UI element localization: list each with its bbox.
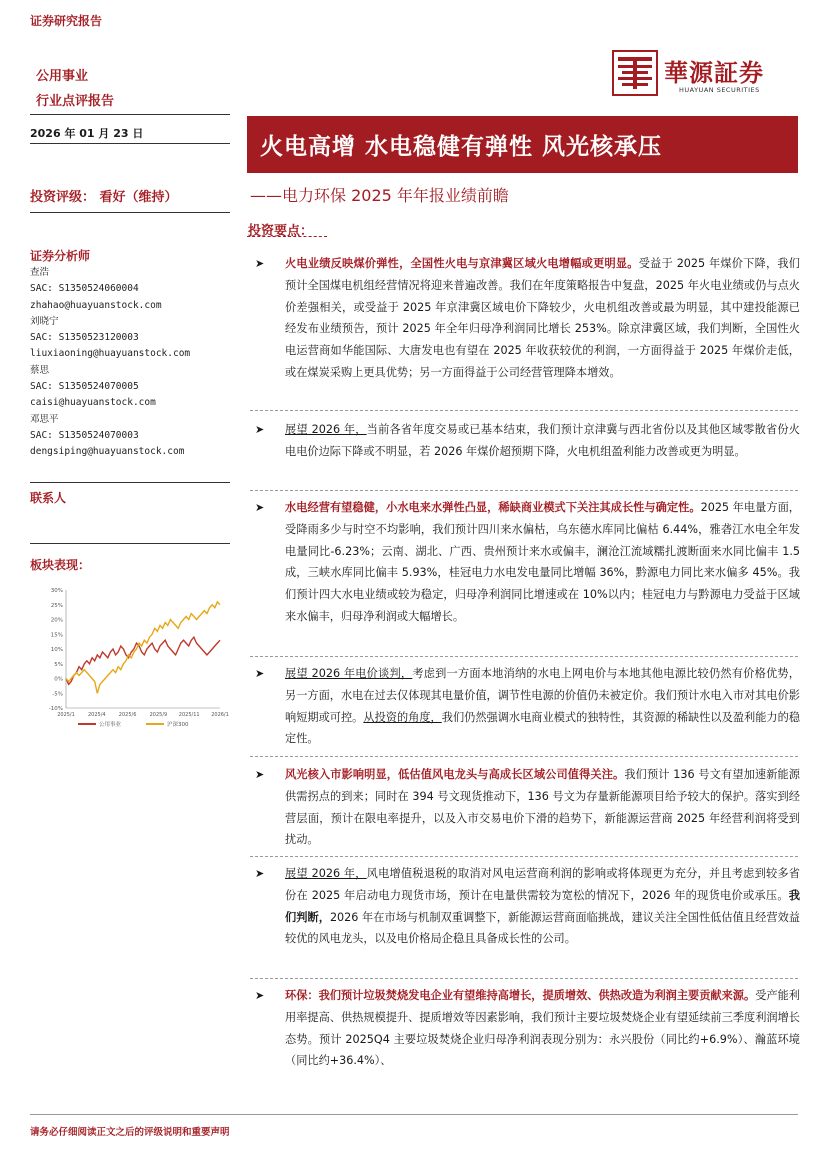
legend-label: 沪深300	[167, 722, 189, 728]
divider	[30, 114, 230, 115]
paragraph-body: 当前各省年度交易或已基本结束，我们预计京津冀与西北省份以及其他区域零散省份火电电价边际下降或不明显，若 2026 年煤价超预期下降，火电机组盈利能力改善或更为明显。	[285, 423, 800, 458]
paragraph-body: 2025 年电量方面，受降雨多少与时空不均影响，我们预计四川来水偏枯，乌东德水库同比偏枯 6.44%，雅砻江水电全年发电量同比-6.23%；云南、湖北、广西、贵州预计来水或偏丰，澜沧江流域糯扎渡断面来水同比偏丰 1.5 成，三峡水库同比偏丰 5.93%，桂冠电力水电发电量同比增幅 36%，黔源电力同比来水偏多 45%。我们预计四大水电业绩或较为稳定，归母净利润同比增速或在 10%以内；桂冠电力与黔源电力受益于区域来水偏丰，归母净利润或大幅增长。	[285, 501, 800, 623]
paragraph-thermal	[255, 253, 800, 384]
contacts-heading: 联系人	[30, 491, 67, 505]
huayuan-logo-icon	[612, 50, 658, 96]
x-tick-label: 2025/11	[178, 712, 200, 718]
divider	[250, 978, 798, 979]
series-line-1	[66, 602, 220, 694]
analysts-heading: 证券分析师	[30, 249, 91, 263]
analyst-line: 蔡思	[30, 364, 50, 376]
report-date: 2026 年 01 月 23 日	[30, 127, 144, 140]
investment-rating: 投资评级： 看好（维持）	[30, 190, 178, 205]
logo-chinese-name: 華源証券	[664, 58, 764, 87]
analyst-line: SAC: S1350524060004	[30, 283, 139, 295]
divider	[30, 482, 230, 483]
paragraph-lead: 火电业绩反映煤价弹性，全国性火电与京津冀区域火电增幅或更明显。	[285, 257, 639, 270]
y-tick-label: -5%	[52, 691, 63, 698]
y-tick-label: 30%	[50, 588, 63, 594]
y-tick-label: 0%	[54, 676, 63, 683]
report-type-label: 行业点评报告	[36, 94, 115, 109]
paragraph-lead: 环保：我们预计垃圾焚烧发电企业有望维持高增长，提质增效、供热改造为利润主要贡献来源。	[285, 989, 756, 1002]
paragraph-lead: 风光核入市影响明显，低估值风电龙头与高成长区域公司值得关注。	[285, 768, 625, 781]
paragraph-emphasis: 我们判断，	[285, 888, 800, 924]
bullet-arrow-icon: ➤	[255, 667, 265, 680]
y-tick-label: 5%	[54, 661, 63, 668]
divider	[250, 756, 798, 757]
key-points-heading: 投资要点：	[248, 224, 314, 239]
analysts-list	[30, 265, 190, 461]
sector-performance-chart	[38, 580, 229, 730]
y-tick-label: 10%	[50, 647, 63, 653]
report-category-label: 证券研究报告	[30, 14, 103, 28]
divider	[30, 543, 230, 544]
logo-english-name: HUAYUAN SECURITIES	[679, 86, 760, 94]
divider	[250, 410, 798, 411]
footer-divider	[30, 1114, 798, 1115]
paragraph-environmental	[255, 985, 800, 1072]
paragraph-lead: 展望 2026 年，	[285, 867, 367, 880]
analyst-line: 刘晓宁	[30, 315, 59, 327]
analyst-line: SAC: S1350523120003	[30, 332, 139, 344]
y-tick-label: -10%	[48, 706, 63, 712]
paragraph-thermal-outlook	[255, 419, 800, 463]
x-tick-label: 2025/6	[118, 712, 137, 718]
chart-heading: 板块表现：	[30, 558, 91, 572]
y-tick-label: 20%	[50, 617, 63, 624]
legend-label: 公用事业	[99, 722, 122, 728]
sector-label: 公用事业	[36, 69, 89, 84]
paragraph-body: 考虑到一方面本地消纳的水电上网电价与本地其他电源比较仍然有价格优势，另一方面，水电在过去仅体现其电量价值，调节性电源的价值仍未被定价。我们预计水电入市对其电价影响短期或可控。	[285, 667, 800, 724]
bullet-arrow-icon: ➤	[255, 257, 265, 270]
analyst-line: SAC: S1350524070005	[30, 381, 139, 393]
paragraph-lead: 展望 2026 年，	[285, 423, 367, 436]
analyst-line[interactable]: dengsiping@huayuanstock.com	[30, 446, 185, 458]
y-tick-label: 15%	[50, 632, 63, 639]
analyst-line[interactable]: liuxiaoning@huayuanstock.com	[30, 348, 191, 360]
divider	[250, 656, 798, 657]
x-tick-label: 2025/1	[57, 712, 75, 718]
divider	[247, 236, 327, 237]
x-tick-label: 2025/9	[149, 712, 168, 718]
paragraph-body: 受益于 2025 年煤价下降，我们预计全国煤电机组经营情况将迎来普遍改善。我们在年度策略报告中复盘，2025 年火电业绩或仍与点火价差强相关，或受益于 2025 年京津冀区域电价下降较少，火电机组改善或最为明显，其中建投能源已经发布业绩预告，预计 2025 年全年归母净利润同比增长 253%。除京津冀区域，我们判断，全国性火电运营商如华能国际、大唐发电也有望在 2025 年收获较优的利润，一方面得益于 2025 年煤价走低，或在煤炭采购上更具优势；另一方面得益于公司经营管理降本增效。	[285, 257, 800, 379]
paragraph-hydro	[255, 497, 800, 628]
divider	[250, 490, 798, 491]
paragraph-lead: 展望 2026 年电价谈判，	[285, 667, 413, 680]
analyst-line: SAC: S1350524070003	[30, 429, 139, 441]
y-tick-label: 25%	[50, 602, 63, 609]
paragraph-emphasis: 从投资的角度，	[363, 710, 442, 724]
paragraph-renewables	[255, 764, 800, 851]
paragraph-body: 我们仍然强调水电商业模式的独特性，其资源的稀缺性以及盈利能力的稳定性。	[285, 710, 800, 746]
bullet-arrow-icon: ➤	[255, 423, 265, 436]
divider	[250, 856, 798, 857]
paragraph-body: 我们预计 136 号文有望加速新能源供需拐点的到来；同时在 394 号文现货推动下，136 号文为存量新能源项目给予较大的保护。落实到经营层面，预计在限电率提升，以及入市交易电价下滑的趋势下，新能源运营商 2025 年经营利润将受到扰动。	[285, 768, 800, 847]
paragraph-renewables-outlook	[255, 863, 800, 950]
divider	[30, 143, 230, 144]
paragraph-body: 2026 年在市场与机制双重调整下，新能源运营商面临挑战，建议关注全国性低估值且经营效益较优的风电龙头，以及电价格局企稳且具备成长性的公司。	[285, 910, 800, 946]
paragraph-hydro-outlook	[255, 663, 800, 750]
bullet-arrow-icon: ➤	[255, 867, 265, 880]
analyst-line[interactable]: caisi@huayuanstock.com	[30, 397, 156, 409]
paragraph-body: 受产能利用率提高、供热规模提升、提质增效等因素影响，我们预计主要垃圾焚烧企业有望延续前三季度利润增长态势。预计 2025Q4 主要垃圾焚烧企业归母净利润表现分别为：永兴股份（同比约+6.9%）、瀚蓝环境（同比约+36.4%）、	[285, 989, 800, 1068]
bullet-arrow-icon: ➤	[255, 768, 265, 781]
analyst-line[interactable]: zhahao@huayuanstock.com	[30, 299, 162, 311]
disclaimer-footer: 请务必仔细阅读正文之后的评级说明和重要声明	[30, 1127, 230, 1138]
analyst-line: 邓思平	[30, 413, 59, 425]
x-tick-label: 2025/4	[88, 712, 106, 718]
x-tick-label: 2026/1	[211, 712, 229, 718]
paragraph-body: 风电增值税退税的取消对风电运营商利润的影响或将体现更为充分，并且考虑到较多省份在 2025 年启动电力现货市场，预计在电量供需较为宽松的情况下，2026 年的现货电价或承压。	[285, 867, 800, 902]
paragraph-lead: 水电经营有望稳健，小水电来水弹性凸显，稀缺商业模式下关注其成长性与确定性。	[285, 501, 701, 514]
divider	[30, 212, 230, 213]
report-subtitle: ——电力环保 2025 年年报业绩前瞻	[250, 186, 509, 205]
bullet-arrow-icon: ➤	[255, 501, 265, 514]
analyst-line: 查浩	[30, 267, 50, 278]
report-title: 火电高增 水电稳健有弹性 风光核承压	[260, 133, 663, 160]
bullet-arrow-icon: ➤	[255, 989, 265, 1002]
